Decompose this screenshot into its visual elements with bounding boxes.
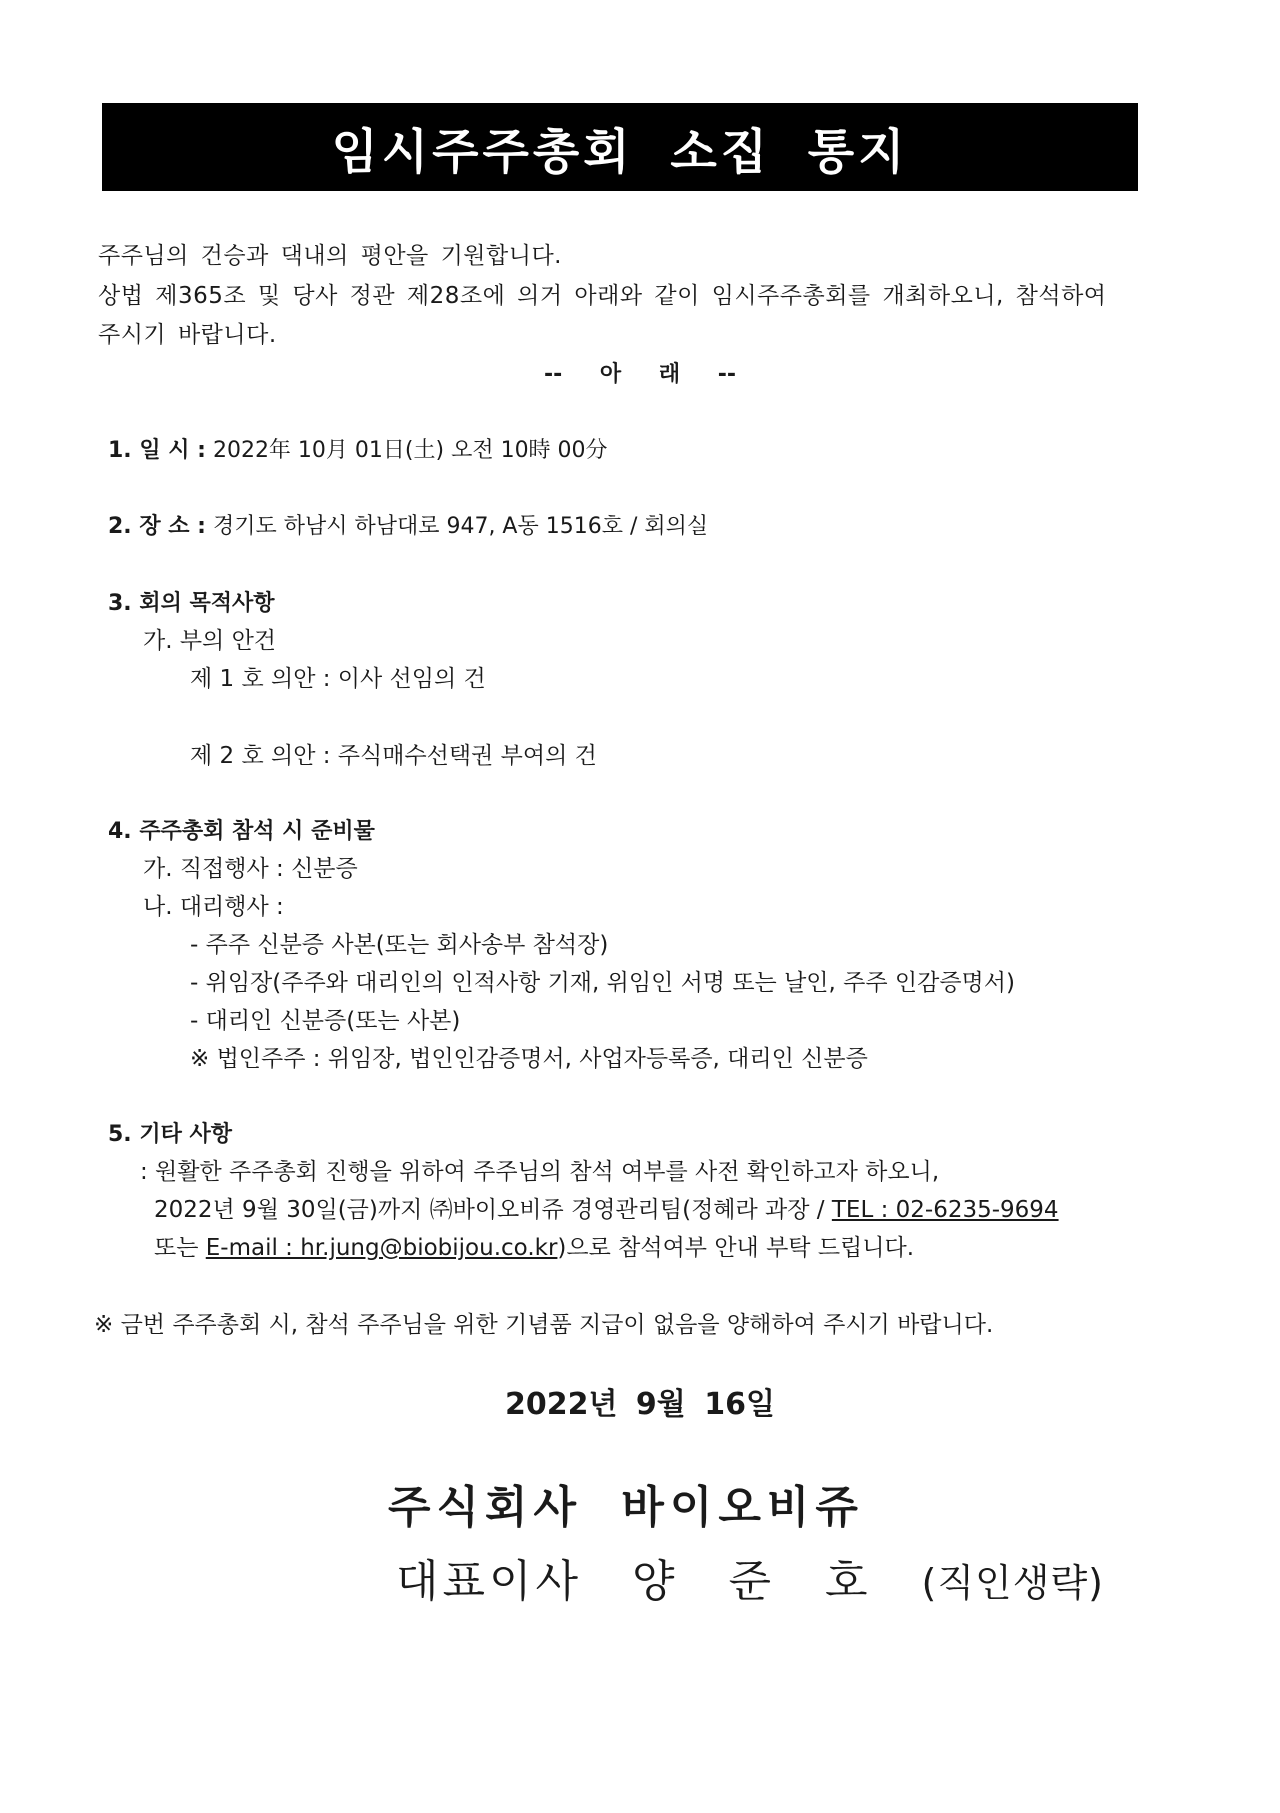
proxy-item-3: - 대리인 신분증(또는 사본) <box>190 1008 461 1034</box>
section-5-line-2 <box>154 1195 1059 1225</box>
section-2 <box>108 512 708 542</box>
section-2-label: 2. 장 소 : <box>108 514 206 539</box>
section-1-label: 1. 일 시 : <box>108 438 206 463</box>
intro-line-3: 주시기 바랍니다. <box>98 322 277 348</box>
section-4 <box>108 817 375 847</box>
agenda-item-2: 제 2 호 의안 : 주식매수선택권 부여의 건 <box>190 743 597 769</box>
section-3-label: 3. 회의 목적사항 <box>108 591 275 616</box>
notice-date: 2022년 9월 16일 <box>505 1387 775 1422</box>
section-3 <box>108 589 275 619</box>
company-name: 주식회사 바이오비쥬 <box>388 1482 864 1533</box>
intro-line-1: 주주님의 건승과 댁내의 평안을 기원합니다. <box>98 243 562 269</box>
section-5-line-3 <box>154 1233 914 1263</box>
ceo-signature <box>396 1554 1104 1611</box>
section-1-value: 2022年 10月 01日(土) 오전 10時 00分 <box>205 438 608 463</box>
section-4-sub-b: 나. 대리행사 : <box>143 894 284 920</box>
contact-tel[interactable]: TEL : 02-6235-9694 <box>831 1197 1059 1223</box>
section-3-sub: 가. 부의 안건 <box>143 628 277 654</box>
section-5-label: 5. 기타 사항 <box>108 1122 232 1147</box>
document-title: 임시주주총회 소집 통지 <box>102 103 1138 191</box>
ceo-name: 대표이사 양 준 호 <box>396 1556 872 1607</box>
corporate-note: ※ 법인주주 : 위임장, 법인인감증명서, 사업자등록증, 대리인 신분증 <box>190 1046 868 1072</box>
section-5-line-2-text: 2022년 9월 30일(금)까지 ㈜바이오비쥬 경영관리팀(정혜라 과장 / <box>154 1197 832 1223</box>
seal-note: (직인생략) <box>921 1561 1104 1605</box>
section-4-sub-a: 가. 직접행사 : 신분증 <box>143 856 358 882</box>
center-heading: -- 아 래 -- <box>543 362 736 387</box>
section-5 <box>108 1120 232 1150</box>
section-1 <box>108 436 608 466</box>
souvenir-note: ※ 금번 주주총회 시, 참석 주주님을 위한 기념품 지급이 없음을 양해하여 주시기 바랍니다. <box>94 1312 994 1338</box>
section-5-line-1: : 원활한 주주총회 진행을 위하여 주주님의 참석 여부를 사전 확인하고자 하오니, <box>140 1159 940 1185</box>
proxy-item-1: - 주주 신분증 사본(또는 회사송부 참석장) <box>190 932 609 958</box>
section-5-line-3-post: )으로 참석여부 안내 부탁 드립니다. <box>557 1235 915 1261</box>
contact-email[interactable]: E-mail : hr.jung@biobijou.co.kr <box>205 1235 558 1261</box>
section-4-label: 4. 주주총회 참석 시 준비물 <box>108 819 375 844</box>
section-2-value: 경기도 하남시 하남대로 947, A동 1516호 / 회의실 <box>205 514 709 539</box>
proxy-item-2: - 위임장(주주와 대리인의 인적사항 기재, 위임인 서명 또는 날인, 주주 인감증명서) <box>190 970 1015 996</box>
section-5-line-3-pre: 또는 <box>154 1235 206 1261</box>
intro-line-2: 상법 제365조 및 당사 정관 제28조에 의거 아래와 같이 임시주주총회를 개최하오니, 참석하여 <box>98 283 1107 309</box>
agenda-item-1: 제 1 호 의안 : 이사 선임의 건 <box>190 666 486 692</box>
